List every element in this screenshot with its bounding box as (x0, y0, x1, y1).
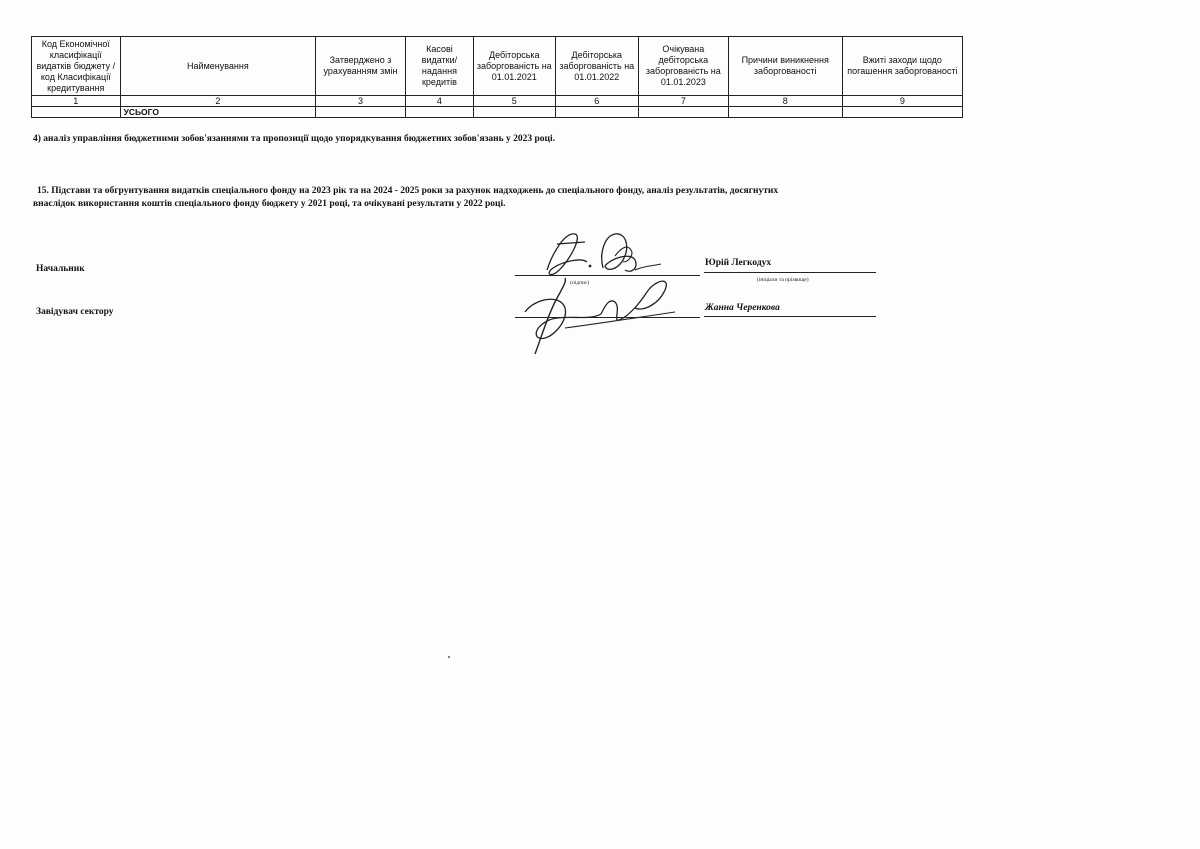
column-number: 4 (405, 96, 473, 107)
section-15-paragraph (33, 185, 779, 211)
table-cell (728, 107, 842, 118)
column-number: 2 (120, 96, 316, 107)
section-15-line-1: 15. Підстави та обгрунтування видатків спеціального фонду на 2023 рік та на 2024 - 2025 роки за рахунок надходжень до спеціального фонду, аналіз результатів, досягнутих (37, 186, 779, 196)
table-cell (316, 107, 406, 118)
signature-caption: (підпис) (570, 280, 590, 286)
sector-signature-image (505, 268, 680, 360)
header-cash-expenses: Касові видатки/ надання кредитів (405, 37, 473, 96)
head-name: Юрій Легкодух (705, 258, 772, 268)
sector-name: Жанна Черенкова (705, 303, 780, 313)
name-caption: (ініціали та прізвище) (757, 277, 809, 283)
header-name: Найменування (120, 37, 316, 96)
table-cell (405, 107, 473, 118)
column-number: 8 (728, 96, 842, 107)
column-number: 5 (474, 96, 555, 107)
receivables-table (31, 36, 963, 118)
header-measures: Вжиті заходи щодо погашення заборгованості (842, 37, 962, 96)
sector-name-line (704, 316, 876, 317)
table-header-row (32, 37, 963, 96)
column-number: 6 (555, 96, 639, 107)
total-label: УСЬОГО (120, 107, 316, 118)
section-15-line-2: внаслідок використання коштів спеціального фонду бюджету у 2021 році, та очікувані результати у 2022 році. (33, 199, 506, 209)
head-role-label: Начальник (36, 264, 85, 274)
table-cell (555, 107, 639, 118)
header-receivables-2022: Дебіторська заборгованість на 01.01.2022 (555, 37, 639, 96)
table-cell (639, 107, 729, 118)
header-code: Код Економічної класифікації видатків бюджету / код Класифікації кредитування (32, 37, 121, 96)
total-row (32, 107, 963, 118)
sector-signature-line (515, 317, 700, 318)
head-signature-line (515, 275, 700, 276)
table-cell (474, 107, 555, 118)
column-number: 1 (32, 96, 121, 107)
column-number-row (32, 96, 963, 107)
header-reasons: Причини виникнення заборгованості (728, 37, 842, 96)
table-cell (842, 107, 962, 118)
header-receivables-2021: Дебіторська заборгованість на 01.01.2021 (474, 37, 555, 96)
table-cell (32, 107, 121, 118)
header-expected-receivables-2023: Очікувана дебіторська заборгованість на 01.01.2023 (639, 37, 729, 96)
scan-speck (448, 656, 450, 658)
sector-role-label: Завідувач сектору (36, 307, 114, 317)
analysis-paragraph: 4) аналіз управління бюджетними зобов'язаннями та пропозиції щодо упорядкування бюджетних зобов'язань у 2023 році. (33, 134, 556, 144)
column-number: 9 (842, 96, 962, 107)
header-approved: Затверджено з урахуванням змін (316, 37, 406, 96)
head-signature-image (535, 222, 665, 292)
head-name-line (704, 272, 876, 273)
column-number: 7 (639, 96, 729, 107)
column-number: 3 (316, 96, 406, 107)
